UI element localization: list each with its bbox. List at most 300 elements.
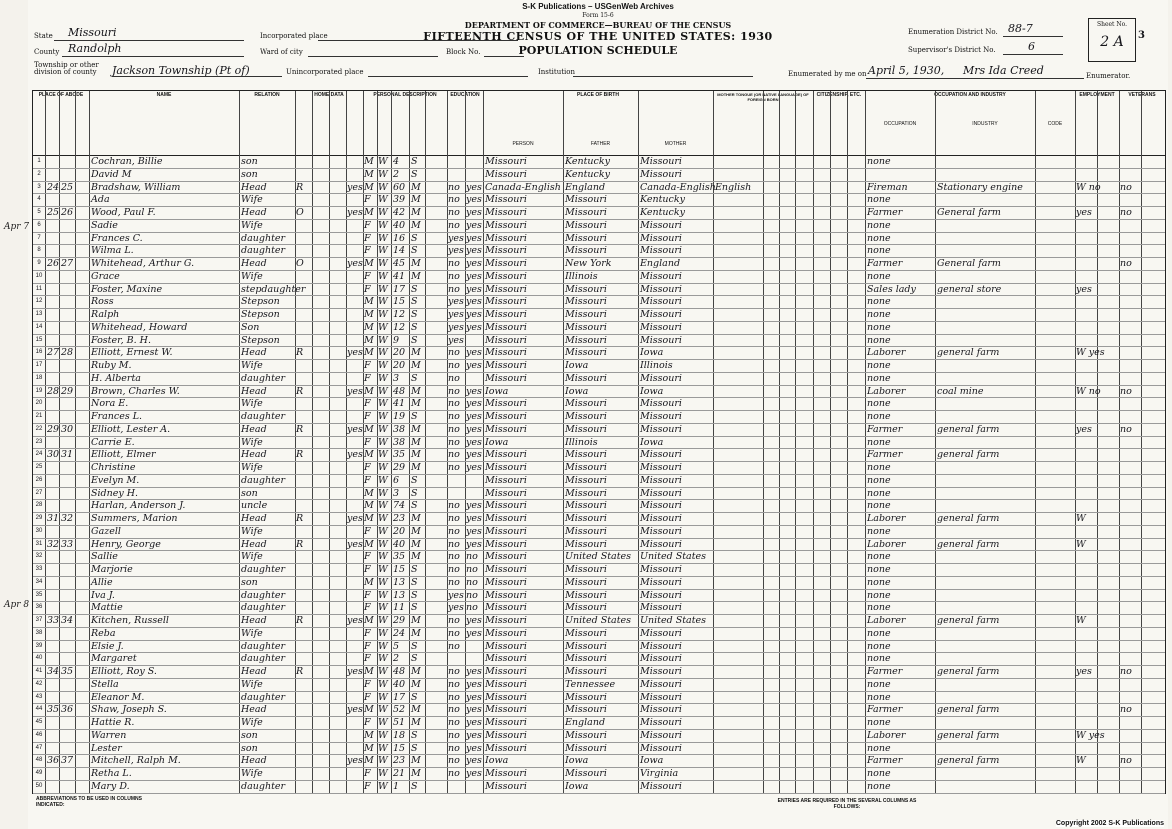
cell-mb: Missouri: [640, 296, 682, 308]
cell-pb: Missouri: [485, 602, 527, 614]
cell-mb: Missouri: [640, 270, 682, 282]
cell-sex: M: [364, 449, 374, 461]
table-row: [33, 691, 1165, 705]
cell-dw: [47, 410, 59, 423]
cell-age: 19: [393, 411, 406, 422]
cell-ind: [937, 767, 1035, 780]
cell-sch: no: [448, 347, 460, 359]
group-employment: EMPLOYMENT: [1079, 92, 1115, 98]
cell-vet: [1120, 283, 1141, 296]
cell-rel: Stepson: [241, 309, 280, 320]
cell-emp: [1076, 640, 1118, 653]
group-mother-tongue: MOTHER TONGUE (OR NATIVE LANGUAGE) OF FOREIGN BORN: [717, 92, 809, 102]
table-row: [33, 589, 1165, 603]
col-father: FATHER: [590, 141, 611, 147]
cell-rel: daughter: [241, 640, 286, 652]
cell-emp: [1076, 410, 1118, 423]
cell-pb: Missouri: [485, 321, 527, 333]
cell-own: [296, 283, 311, 296]
cell-own: [296, 308, 311, 321]
cell-occ: none: [867, 474, 891, 486]
cell-name: Cochran, Billie: [91, 156, 163, 167]
cell-mb: Missouri: [640, 564, 682, 575]
cell-pb: Missouri: [485, 372, 527, 384]
group-relation: RELATION: [254, 92, 280, 98]
cell-name: Eleanor M.: [91, 691, 145, 703]
cell-age: 15: [393, 742, 406, 754]
cell-occ: none: [867, 742, 891, 754]
cell-rad: [347, 767, 363, 780]
cell-ind: [937, 270, 1035, 283]
cell-rel: Head: [241, 207, 267, 218]
cell-race: W: [378, 755, 388, 767]
cell-rad: [347, 576, 363, 589]
cell-own: [296, 754, 311, 767]
cell-ms: S: [411, 245, 418, 257]
cell-rd: [466, 640, 483, 653]
cell-dw: [47, 652, 59, 665]
cell-ind: [937, 487, 1035, 500]
cell-n: 36: [35, 604, 43, 611]
incorporated-label: Incorporated place: [260, 32, 328, 40]
cell-fb: Missouri: [565, 691, 607, 703]
cell-sex: M: [364, 513, 374, 524]
cell-rd: yes: [466, 321, 482, 333]
cell-n: 37: [35, 617, 43, 623]
cell-n: 1: [37, 158, 41, 164]
cell-emp: [1076, 219, 1118, 232]
enumerated-date: April 5, 1930,: [868, 64, 945, 77]
cell-rel: Wife: [241, 360, 263, 371]
cell-vet: no: [1120, 181, 1132, 193]
cell-race: W: [378, 500, 388, 512]
cell-rel: daughter: [241, 411, 286, 422]
cell-dw: [47, 308, 59, 321]
table-row: [33, 754, 1165, 768]
county-line: [62, 56, 244, 57]
cell-fam: [61, 525, 75, 538]
group-citizenship: CITIZENSHIP, ETC.: [816, 92, 862, 98]
cell-dw: [47, 525, 59, 538]
cell-n: 39: [35, 642, 43, 649]
cell-own: [296, 410, 311, 423]
cell-mb: England: [640, 258, 681, 269]
cell-race: W: [378, 168, 388, 180]
cell-rd: [466, 780, 483, 793]
cell-n: 25: [35, 464, 43, 470]
cell-n: 21: [35, 413, 43, 419]
cell-rd: yes: [466, 666, 482, 677]
cell-fam: 28: [61, 347, 74, 359]
cell-occ: Farmer: [867, 449, 903, 461]
cell-mb: Iowa: [640, 347, 664, 359]
cell-own: [296, 703, 311, 716]
cell-n: 28: [35, 502, 43, 509]
cell-rel: son: [241, 168, 258, 180]
cell-pb: Missouri: [485, 551, 527, 563]
cell-mb: Virginia: [640, 768, 679, 779]
cell-sch: yes: [448, 245, 464, 257]
cell-sch: no: [448, 372, 460, 384]
cell-age: 40: [393, 219, 406, 231]
cell-ms: S: [411, 283, 418, 295]
cell-tongue: [715, 334, 763, 347]
cell-occ: Sales lady: [867, 283, 916, 295]
cell-mb: Missouri: [640, 742, 682, 754]
cell-n: 6: [37, 221, 41, 228]
cell-ind: general farm: [937, 423, 1000, 435]
cell-race: W: [378, 576, 388, 588]
cell-pb: Missouri: [485, 156, 527, 167]
cell-own: [296, 487, 311, 500]
cell-own: [296, 563, 311, 576]
cell-occ: Farmer: [867, 666, 903, 677]
cell-n: 22: [35, 425, 43, 432]
cell-emp: [1076, 359, 1118, 372]
cell-occ: none: [867, 321, 891, 333]
cell-rad: [347, 270, 363, 283]
cell-rel: Wife: [241, 627, 263, 639]
table-row: [33, 767, 1165, 781]
cell-rel: Head: [241, 704, 267, 716]
cell-ind: [937, 244, 1035, 257]
cell-occ: none: [867, 589, 891, 601]
cell-ms: M: [411, 449, 421, 461]
cell-vet: [1120, 614, 1141, 627]
cell-age: 35: [393, 551, 406, 563]
cell-sex: F: [364, 551, 371, 563]
cell-sch: no: [448, 768, 460, 779]
state-line: [54, 40, 244, 41]
cell-ms: M: [411, 538, 421, 550]
cell-name: Frances C.: [91, 232, 143, 244]
cell-vet: [1120, 499, 1141, 512]
cell-rel: daughter: [241, 564, 286, 575]
cell-name: Summers, Marion: [91, 513, 178, 524]
cell-rel: Wife: [241, 219, 263, 231]
cell-own: [296, 729, 311, 742]
cell-dw: [47, 283, 59, 296]
cell-fb: Missouri: [565, 245, 607, 257]
cell-rad: yes: [347, 666, 363, 677]
cell-sex: F: [364, 436, 371, 448]
cell-race: W: [378, 780, 388, 792]
cell-mb: United States: [640, 551, 707, 563]
cell-emp: W: [1076, 538, 1086, 550]
cell-fb: Missouri: [565, 398, 607, 410]
cell-pb: Missouri: [485, 309, 527, 320]
cell-sch: yes: [448, 321, 464, 333]
cell-emp: W yes: [1076, 347, 1105, 359]
cell-sch: no: [448, 398, 460, 410]
cell-rd: yes: [466, 232, 482, 244]
cell-sch: no: [448, 411, 460, 422]
cell-dw: [47, 716, 59, 729]
cell-sex: F: [364, 372, 371, 384]
cell-fam: [61, 461, 75, 474]
cell-vet: [1120, 308, 1141, 321]
cell-dw: [47, 563, 59, 576]
table-row: [33, 155, 1165, 169]
cell-own: [296, 359, 311, 372]
cell-tongue: [715, 423, 763, 436]
cell-tongue: [715, 767, 763, 780]
cell-vet: [1120, 678, 1141, 691]
cell-ind: [937, 155, 1035, 168]
cell-dw: [47, 499, 59, 512]
cell-rd: yes: [466, 513, 482, 524]
cell-mb: Missouri: [640, 398, 682, 410]
cell-race: W: [378, 704, 388, 716]
cell-ms: S: [411, 576, 418, 588]
cell-ind: [937, 627, 1035, 640]
cell-rd: yes: [466, 729, 482, 741]
cell-own: [296, 640, 311, 653]
cell-own: [296, 219, 311, 232]
cell-n: 29: [35, 515, 43, 521]
cell-n: 8: [37, 247, 41, 254]
cell-rad: yes: [347, 181, 363, 193]
ward-line: [308, 56, 438, 57]
cell-pb: Missouri: [485, 360, 527, 371]
cell-pb: Missouri: [485, 270, 527, 282]
cell-dw: [47, 601, 59, 614]
cell-mb: Iowa: [640, 385, 664, 397]
cell-name: Whitehead, Howard: [91, 321, 188, 333]
cell-occ: none: [867, 780, 891, 792]
cell-tongue: [715, 397, 763, 410]
cell-vet: [1120, 461, 1141, 474]
cell-fam: [61, 410, 75, 423]
cell-own: [296, 780, 311, 793]
cell-own: R: [296, 347, 304, 359]
cell-occ: none: [867, 564, 891, 575]
cell-dw: 28: [47, 385, 60, 397]
cell-ms: M: [411, 525, 421, 537]
cell-rel: Wife: [241, 194, 263, 206]
cell-ind: general farm: [937, 615, 1000, 626]
cell-rel: Head: [241, 755, 267, 767]
cell-pb: Missouri: [485, 334, 527, 346]
cell-dw: 25: [47, 207, 60, 218]
cell-race: W: [378, 411, 388, 422]
cell-rad: [347, 627, 363, 640]
cell-own: [296, 767, 311, 780]
cell-occ: none: [867, 334, 891, 346]
cell-occ: Farmer: [867, 755, 903, 767]
group-education: EDUCATION: [450, 92, 480, 98]
cell-n: 46: [35, 731, 43, 738]
cell-ind: [937, 168, 1035, 181]
cell-pb: Missouri: [485, 717, 527, 728]
cell-rd: yes: [466, 627, 482, 639]
cell-fam: [61, 295, 75, 308]
cell-name: Ruby M.: [91, 360, 132, 371]
abbrev-title: ABBREVIATIONS TO BE USED IN COLUMNS INDICATED:: [36, 796, 142, 808]
cell-ind: general farm: [937, 347, 1000, 359]
cell-n: 14: [35, 323, 43, 330]
cell-ind: [937, 397, 1035, 410]
cell-race: W: [378, 589, 388, 601]
cell-fam: 34: [61, 615, 74, 626]
cell-fam: [61, 780, 75, 793]
cell-vet: [1120, 538, 1141, 551]
cell-rad: [347, 780, 363, 793]
cell-name: Brown, Charles W.: [91, 385, 180, 397]
cell-dw: [47, 232, 59, 245]
cell-n: 24: [35, 451, 43, 458]
cell-ms: M: [411, 398, 421, 410]
cell-own: [296, 589, 311, 602]
cell-rel: daughter: [241, 602, 286, 614]
cell-sex: F: [364, 691, 371, 703]
cell-rel: daughter: [241, 245, 286, 257]
col-person: PERSON: [512, 141, 534, 147]
cell-rd: yes: [466, 411, 482, 422]
cell-dw: 29: [47, 423, 60, 435]
cell-own: O: [296, 258, 304, 269]
cell-rad: [347, 601, 363, 614]
cell-fam: [61, 283, 75, 296]
cell-emp: yes: [1076, 207, 1092, 218]
cell-rd: yes: [466, 296, 482, 308]
cell-name: Nora E.: [91, 398, 129, 410]
table-row: [33, 257, 1165, 271]
cell-age: 74: [393, 500, 406, 512]
cell-ms: M: [411, 551, 421, 563]
cell-tongue: [715, 372, 763, 385]
cell-name: Grace: [91, 270, 120, 282]
table-row: [33, 359, 1165, 373]
cell-fb: Iowa: [565, 360, 589, 371]
cell-tongue: [715, 512, 763, 525]
cell-sex: M: [364, 666, 374, 677]
cell-sex: M: [364, 181, 374, 193]
cell-occ: none: [867, 576, 891, 588]
cell-ms: M: [411, 717, 421, 728]
population-grid: [32, 90, 1166, 794]
cell-emp: [1076, 372, 1118, 385]
cell-fb: Missouri: [565, 653, 607, 665]
cell-vet: [1120, 219, 1141, 232]
block-label: Block No.: [446, 48, 481, 56]
cell-emp: [1076, 525, 1118, 538]
cell-rad: [347, 487, 363, 500]
cell-dw: [47, 461, 59, 474]
cell-race: W: [378, 538, 388, 550]
cell-ind: coal mine: [937, 385, 984, 397]
cell-pb: Missouri: [485, 780, 527, 792]
cell-rel: daughter: [241, 474, 286, 486]
cell-age: 51: [393, 717, 406, 728]
cell-dw: [47, 359, 59, 372]
cell-age: 20: [393, 347, 406, 359]
cell-sch: yes: [448, 296, 464, 308]
block-line: [484, 56, 524, 57]
cell-ms: S: [411, 564, 418, 575]
cell-rd: yes: [466, 449, 482, 461]
cell-tongue: [715, 461, 763, 474]
cell-own: R: [296, 513, 304, 524]
cell-sch: [448, 474, 465, 487]
cell-own: [296, 576, 311, 589]
cell-sch: no: [448, 207, 460, 218]
cell-rd: yes: [466, 462, 482, 473]
cell-tongue: [715, 754, 763, 767]
cell-rad: yes: [347, 258, 363, 269]
cell-mb: Missouri: [640, 156, 682, 167]
cell-name: Mary D.: [91, 780, 130, 792]
cell-fb: Missouri: [565, 487, 607, 499]
cell-rd: no: [466, 564, 478, 575]
cell-race: W: [378, 398, 388, 410]
cell-race: W: [378, 666, 388, 677]
cell-dw: [47, 155, 59, 168]
cell-n: 20: [35, 400, 43, 407]
cell-rad: [347, 716, 363, 729]
cell-emp: [1076, 168, 1118, 181]
cell-emp: [1076, 576, 1118, 589]
cell-vet: [1120, 550, 1141, 563]
cell-fb: Missouri: [565, 564, 607, 575]
cell-tongue: [715, 283, 763, 296]
cell-fam: [61, 678, 75, 691]
cell-fb: Missouri: [565, 194, 607, 206]
cell-emp: [1076, 550, 1118, 563]
cell-occ: none: [867, 500, 891, 512]
cell-emp: [1076, 244, 1118, 257]
cell-age: 2: [393, 653, 400, 665]
cell-fb: Kentucky: [565, 168, 610, 180]
cell-age: 45: [393, 258, 406, 269]
cell-pb: Missouri: [485, 538, 527, 550]
cell-emp: [1076, 652, 1118, 665]
cell-dw: [47, 474, 59, 487]
cell-tongue: [715, 474, 763, 487]
cell-name: Sallie: [91, 551, 118, 563]
cell-tongue: [715, 691, 763, 704]
cell-rd: yes: [466, 768, 482, 779]
cell-n: 32: [35, 553, 43, 560]
cell-dw: 30: [47, 449, 60, 461]
cell-emp: [1076, 780, 1118, 793]
cell-fam: 27: [61, 258, 74, 269]
cell-mb: Missouri: [640, 627, 682, 639]
state-value: Missouri: [68, 26, 117, 39]
cell-dw: [47, 219, 59, 232]
cell-fb: Missouri: [565, 283, 607, 295]
cell-fb: Missouri: [565, 219, 607, 231]
cell-fam: [61, 550, 75, 563]
table-row: [33, 334, 1165, 348]
cell-rd: yes: [466, 360, 482, 371]
cell-own: [296, 397, 311, 410]
cell-pb: Missouri: [485, 232, 527, 244]
cell-rel: stepdaughter: [241, 283, 306, 295]
cell-ms: S: [411, 321, 418, 333]
cell-n: 18: [35, 374, 43, 381]
cell-rd: [466, 652, 483, 665]
cell-dw: [47, 767, 59, 780]
cell-occ: Laborer: [867, 538, 906, 550]
cell-rel: Head: [241, 423, 267, 435]
cell-rad: [347, 232, 363, 245]
cell-name: Ada: [91, 194, 110, 206]
cell-sch: no: [448, 742, 460, 754]
cell-fam: [61, 308, 75, 321]
cell-emp: [1076, 448, 1118, 461]
cell-own: [296, 742, 311, 755]
